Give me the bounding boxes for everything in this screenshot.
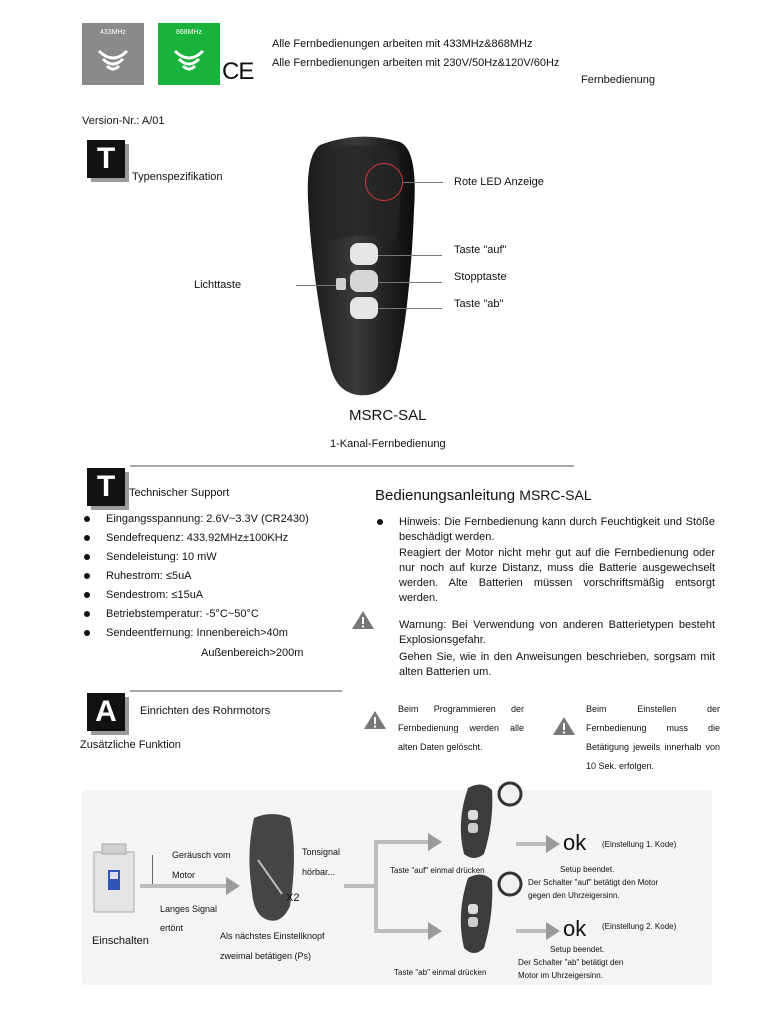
press-down-label: Taste "ab" einmal drücken <box>394 968 487 977</box>
setup-icon: A <box>87 693 125 731</box>
arrow-shaft <box>374 929 430 933</box>
motor-noise-text <box>172 845 231 885</box>
badge-868-label: 868MHz <box>175 29 203 36</box>
result-2-line-2: Der Schalter "ab" betätigt den <box>518 958 624 967</box>
warning-text-1: Warnung: Bei Verwendung von anderen Batterietypen besteht Explosionsgefahr. <box>399 619 715 646</box>
remote-press-up-image <box>448 778 528 862</box>
section-divider <box>130 465 574 467</box>
up-callout-line <box>378 255 442 256</box>
led-callout-line <box>403 182 443 183</box>
result-1-line-2: Der Schalter "auf" betätigt den Motor <box>528 878 659 887</box>
light-callout-line <box>296 285 336 286</box>
remote-back-image <box>244 812 300 924</box>
power-on-label: Einschalten <box>92 935 149 947</box>
spec-item: Ruhestrom: ≤5uA <box>82 567 342 586</box>
spec-item: Betriebstemperatur: -5°C~50°C <box>82 605 342 624</box>
support-title: Technischer Support <box>129 487 230 499</box>
header-line-1: Alle Fernbedienungen arbeiten mit 433MHz&868MHz <box>272 38 533 50</box>
arrow-shaft <box>516 842 548 846</box>
setup-divider <box>130 690 342 692</box>
warning-icon <box>552 716 576 736</box>
arrow-shaft <box>374 842 378 932</box>
ce-mark: CE <box>222 58 254 85</box>
press-up-label: Taste "auf" einmal drücken <box>390 866 485 875</box>
note-left: Beim Programmieren der Fernbedienung werden alle alten Daten gelöscht. <box>398 704 524 752</box>
spec-outdoor-range: Außenbereich>200m <box>201 647 304 659</box>
arrow-right-icon <box>226 877 240 895</box>
result-1-line-1: Setup beendet. <box>560 865 615 874</box>
label-down: Taste "ab" <box>454 298 504 310</box>
press-twice-line-2: zweimal betätigen (Ps) <box>220 951 312 961</box>
wave-icon <box>96 41 130 77</box>
arrow-right-icon <box>546 922 560 940</box>
header-line-2: Alle Fernbedienungen arbeiten mit 230V/50Hz&120V/60Hz <box>272 57 560 69</box>
motor-noise-bracket <box>152 855 160 885</box>
spec-item: Eingangsspannung: 2.6V~3.3V (CR2430) <box>82 510 342 529</box>
label-led: Rote LED Anzeige <box>454 176 544 188</box>
model-name: MSRC-SAL <box>349 407 427 424</box>
label-stop: Stopptaste <box>454 271 507 283</box>
long-signal-text <box>160 900 217 938</box>
arrow-right-icon <box>546 835 560 853</box>
spec-list <box>82 510 342 643</box>
setup-extra: Zusätzliche Funktion <box>80 739 181 751</box>
press-twice-text <box>220 926 325 966</box>
type-spec-icon: T <box>87 140 125 178</box>
press-twice-line-1: Als nächstes Einstellknopf <box>220 931 325 941</box>
arrow-shaft <box>516 929 548 933</box>
spec-item: Sendeleistung: 10 mW <box>82 548 342 567</box>
manual-title-model: MSRC-SAL <box>519 487 592 503</box>
arrow-right-icon <box>428 922 442 940</box>
support-icon: T <box>87 468 125 506</box>
arrow-right-icon <box>428 833 442 851</box>
warning-icon <box>351 610 375 630</box>
spec-item: Sendefrequenz: 433.92MHz±100KHz <box>82 529 342 548</box>
badge-868mhz <box>158 23 220 85</box>
badge-433mhz <box>82 23 144 85</box>
arrow-shaft <box>140 884 232 888</box>
led-indicator-circle <box>365 163 403 201</box>
down-callout-line <box>378 308 442 309</box>
result-1-text <box>528 863 708 902</box>
motor-noise-line-2: Motor <box>172 870 196 880</box>
manual-title-main: Bedienungsanleitung <box>375 487 516 504</box>
warning-icon <box>363 710 387 730</box>
result-2-line-3: Motor im Uhrzeigersinn. <box>518 971 603 980</box>
circuit-breaker-image <box>92 842 138 914</box>
wave-icon <box>172 41 206 77</box>
hint-text-1: Hinweis: Die Fernbedienung kann durch Feuchtigkeit und Stöße beschädigt werden. <box>399 516 715 543</box>
result-1-line-3: gegen den Uhrzeigersinn. <box>528 891 620 900</box>
result-2-text <box>518 943 698 982</box>
hint-bullet <box>377 519 383 525</box>
hint-text-2: Reagiert der Motor nicht mehr gut auf die Fernbedienung oder nur noch auf kurze Distanz, muss die Batterie ausgewechselt werden. Alte Batterien müssen vorschriftsmäßig entsorgt werden. <box>399 547 715 604</box>
type-spec-title: Typenspezifikation <box>132 171 223 183</box>
setup-title: Einrichten des Rohrmotors <box>140 705 271 717</box>
header-category: Fernbedienung <box>581 74 656 86</box>
setting-1-label: (Einstellung 1. Kode) <box>602 840 677 849</box>
arrow-shaft <box>374 840 430 844</box>
model-subtitle: 1-Kanal-Fernbedienung <box>330 438 446 450</box>
stop-callout-line <box>378 282 442 283</box>
spec-item: Sendeentfernung: Innenbereich>40m <box>82 624 342 643</box>
remote-press-down-image <box>448 868 528 958</box>
ok-label-1: ok <box>563 830 587 855</box>
version-number: Version-Nr.: A/01 <box>82 115 165 127</box>
warning-text-2: Gehen Sie, wie in den Anweisungen beschrieben, sorgsam mit alten Batterien um. <box>399 651 715 678</box>
tone-line-2: hörbar... <box>302 867 336 877</box>
note-right: Beim Einstellen der Fernbedienung muss die Betätigung jeweils innerhalb von 10 Sek. erfolgen. <box>586 704 720 771</box>
ok-label-2: ok <box>563 916 587 941</box>
spec-item: Sendestrom: ≤15uA <box>82 586 342 605</box>
badge-433-label: 433MHz <box>99 29 127 36</box>
motor-noise-line-1: Geräusch vom <box>172 850 231 860</box>
manual-title <box>375 487 592 504</box>
press-count: X2 <box>286 892 300 904</box>
tone-line-1: Tonsignal <box>302 847 341 857</box>
label-up: Taste "auf" <box>454 244 507 256</box>
result-2-line-1: Setup beendet. <box>550 945 605 954</box>
label-light: Lichttaste <box>194 279 242 291</box>
arrow-shaft <box>344 884 376 888</box>
setting-2-label: (Einstellung 2. Kode) <box>602 922 677 931</box>
long-signal-line-2: ertönt <box>160 923 184 933</box>
long-signal-line-1: Langes Signal <box>160 904 218 914</box>
tone-text <box>302 842 340 882</box>
remote-image <box>300 130 430 400</box>
